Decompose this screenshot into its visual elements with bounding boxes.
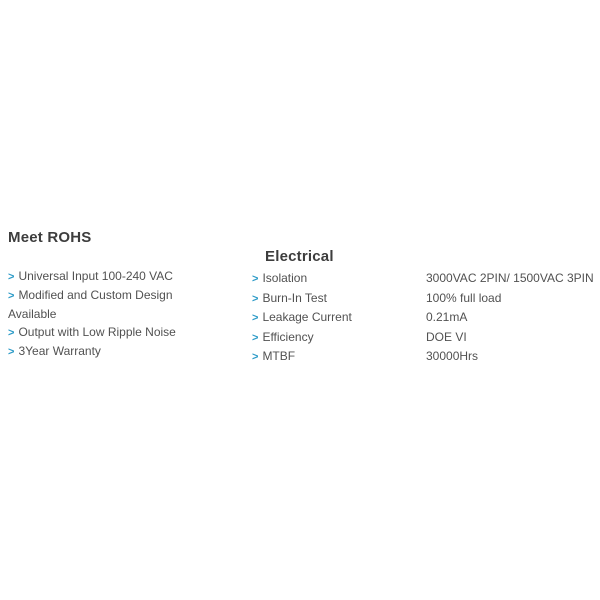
spec-row	[252, 308, 592, 328]
spec-label	[252, 269, 426, 289]
bullet-arrow-icon: >	[252, 273, 259, 285]
spec-label	[252, 289, 426, 309]
spec-label	[252, 347, 426, 367]
spec-row	[252, 289, 592, 309]
feature-item	[8, 342, 193, 361]
feature-text: 3Year Warranty	[18, 344, 101, 358]
spec-value: 0.21mA	[426, 310, 468, 324]
bullet-arrow-icon: >	[8, 346, 15, 358]
spec-label-text: Isolation	[262, 271, 308, 285]
feature-text: Output with Low Ripple Noise	[18, 325, 176, 339]
feature-list	[8, 267, 193, 361]
bullet-arrow-icon: >	[252, 312, 259, 324]
feature-text: Modified and Custom Design Available	[8, 288, 173, 321]
spec-label-text: Burn-In Test	[262, 290, 327, 305]
spec-value: 100% full load	[426, 290, 502, 305]
bullet-arrow-icon: >	[252, 292, 259, 305]
features-section	[8, 228, 193, 361]
spec-row	[252, 328, 592, 348]
spec-row	[252, 269, 592, 289]
feature-item	[8, 267, 193, 286]
features-title: Meet ROHS	[8, 229, 92, 246]
electrical-title: Electrical	[265, 248, 334, 265]
feature-item	[8, 323, 193, 342]
feature-item	[8, 286, 193, 323]
bullet-arrow-icon: >	[8, 290, 15, 302]
spec-value: 30000Hrs	[426, 349, 479, 363]
bullet-arrow-icon: >	[8, 271, 15, 283]
bullet-arrow-icon: >	[252, 331, 259, 344]
spec-label	[252, 308, 426, 328]
spec-row	[252, 347, 592, 367]
spec-value: 3000VAC 2PIN/ 1500VAC 3PIN	[426, 271, 594, 285]
electrical-spec-table	[252, 269, 592, 367]
bullet-arrow-icon: >	[8, 327, 15, 339]
spec-value: DOE VI	[426, 329, 467, 344]
spec-label	[252, 328, 426, 348]
spec-label-text: MTBF	[262, 349, 296, 363]
electrical-section	[252, 247, 592, 367]
spec-label-text: Leakage Current	[262, 310, 352, 324]
feature-text: Universal Input 100-240 VAC	[18, 269, 173, 283]
spec-label-text: Efficiency	[262, 329, 314, 344]
bullet-arrow-icon: >	[252, 351, 259, 363]
